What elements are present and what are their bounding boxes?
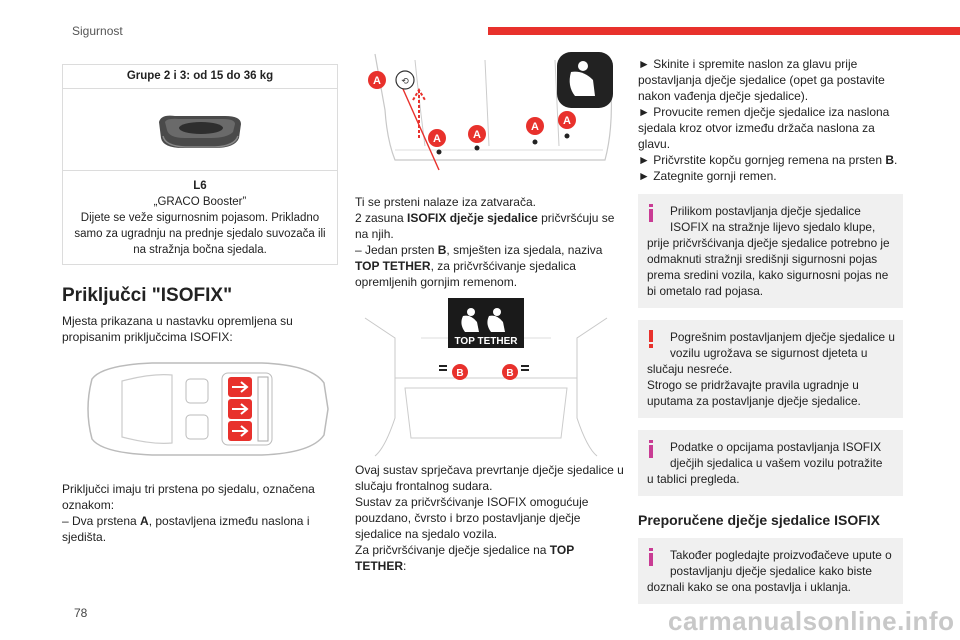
latches-a: 2 zasuna: [355, 211, 408, 225]
system-text: Sustav za pričvršćivanje ISOFIX omogućuje pouzdano, čvrsto i brzo postavljanje dječje sjedalice na sjedalo vozila.: [355, 495, 589, 541]
ring-a-prefix: – Dva prstena: [62, 514, 141, 528]
booster-seat-image: [63, 89, 337, 171]
ring-label-a4: A: [531, 121, 539, 133]
isofix-intro: Mjesta prikazana u nastavku opremljena su propisanim priključcima ISOFIX:: [62, 314, 293, 344]
attach-a: Za pričvršćivanje dječje sjedalice na: [355, 543, 550, 557]
latches-c: pričvršćuju se na njih.: [355, 211, 615, 241]
info-icon: [648, 204, 654, 222]
seat-name: „GRACO Booster”: [153, 196, 247, 208]
isofix-rings-diagram: [355, 50, 625, 186]
step-remove-headrest: ► Skinite i spremite naslon za glavu prije postavljanja dječje sjedalice (opet ga postavite nakon vađenja dječje sjedalice).: [638, 57, 885, 103]
latches-text: [355, 210, 625, 242]
column-right: [638, 56, 903, 604]
step-tighten: ► Zategnite gornji remen.: [638, 169, 777, 183]
group-table: [62, 64, 338, 265]
ring-b-c: , smješten iza sjedala, naziva: [446, 243, 603, 257]
top-tether-diagram: [355, 298, 625, 458]
attach-c: :: [403, 559, 407, 573]
note2-rest: u tablici pregleda.: [647, 472, 740, 486]
recommended-title: Preporučene dječje sjedalice ISOFIX: [638, 512, 880, 528]
warning-second: slučaju nesreće.: [647, 362, 733, 376]
section-header: Sigurnost: [72, 24, 123, 38]
ring-a-suffix: , postavljena između naslona i sjedišta.: [62, 514, 310, 544]
rings-text: Priključci imaju tri prstena po sjedalu, označena oznakom:: [62, 482, 315, 512]
ring-a-item: [62, 513, 338, 545]
warning-note: [638, 320, 903, 418]
note1-rest: prije pričvršćivanja dječje sjedalice potrebno je odmaknuti stražnji središnji sigurnosni pojas prema sredini vozila, kako sigurnosni pojas ne bi ometalo rad pojasa.: [647, 236, 890, 298]
ring-b-e: , za pričvršćivanje sjedalica opremljenih gornjim remenom.: [355, 259, 576, 289]
column-left: [62, 64, 338, 545]
step3-a: ► Pričvrstite kopču gornjeg remena na prsten: [638, 153, 886, 167]
attach-b: TOP TETHER: [355, 543, 574, 573]
info-note-left-seat: [638, 194, 903, 308]
info-note-options: [638, 430, 903, 496]
page-number: 78: [74, 606, 88, 620]
info-note-manufacturer: [638, 538, 903, 604]
info-icon: [648, 548, 654, 566]
note3-rest: doznali kako se ona postavlja i uklanja.: [647, 580, 851, 594]
ring-label-a5: A: [563, 115, 571, 127]
ring-b-text: [355, 242, 625, 290]
step-route-strap: ► Provucite remen dječje sjedalice iza naslona sjedala kroz otvor između držača naslona za glavu.: [638, 105, 890, 151]
step3-b: B: [885, 153, 894, 167]
watermark: carmanualsonline.info: [668, 606, 955, 636]
latches-b: ISOFIX dječje sjedalice: [407, 211, 538, 225]
rings-location: Ti se prsteni nalaze iza zatvarača.: [355, 195, 536, 209]
ring-label-a3: A: [473, 129, 481, 141]
step-attach-hook: [638, 152, 903, 168]
isofix-title: Priključci "ISOFIX": [62, 285, 233, 306]
column-middle: [355, 50, 625, 574]
info-icon: [648, 440, 654, 458]
header-accent-bar: [488, 27, 960, 35]
ring-b-d: TOP TETHER: [355, 259, 431, 273]
group-table-header: Grupe 2 i 3: od 15 do 36 kg: [63, 65, 337, 89]
attach-text: [355, 542, 625, 574]
ring-label-a2: A: [433, 133, 441, 145]
seat-description: Dijete se veže sigurnosnim pojasom. Prikladno samo za ugradnju na prednje sjedalo suvozača ili na stražnja bočna sjedala.: [74, 212, 326, 256]
group-table-body: [63, 171, 337, 264]
step3-c: .: [894, 153, 898, 167]
prevention-text: Ovaj sustav sprječava prevrtanje dječje sjedalice u slučaju frontalnog sudara.: [355, 463, 624, 493]
warning-third: Strogo se pridržavajte pravila ugradnje u uputama za postavljanje dječje sjedalice.: [647, 378, 861, 408]
svg-text:⟲: ⟲: [401, 76, 409, 86]
warning-first: Pogrešnim postavljanjem dječje sjedalice u vozilu ugrožava se sigurnost djeteta u: [670, 330, 895, 360]
car-topview-diagram: [62, 359, 338, 459]
warning-icon: [648, 330, 654, 348]
note3-first: Također pogledajte proizvođačeve upute o postavljanju dječje sjedalice kako biste: [670, 548, 892, 578]
booster-seat-icon: [155, 108, 245, 152]
seat-model: L6: [193, 180, 207, 192]
ring-label-a1: A: [373, 75, 381, 87]
ring-b-b: B: [437, 243, 447, 257]
ring-label-b1: B: [456, 368, 464, 379]
ring-label-b2: B: [506, 368, 514, 379]
note2-first: Podatke o opcijama postavljanja ISOFIX dječjih sjedalica u vašem vozilu potražite: [670, 440, 883, 470]
note1-first: Prilikom postavljanja dječje sjedalice ISOFIX na stražnje lijevo sjedalo klupe,: [670, 204, 876, 234]
top-tether-label: TOP TETHER: [454, 336, 518, 347]
ring-a-letter: A: [140, 514, 149, 528]
ring-b-a: – Jedan prsten: [355, 243, 438, 257]
